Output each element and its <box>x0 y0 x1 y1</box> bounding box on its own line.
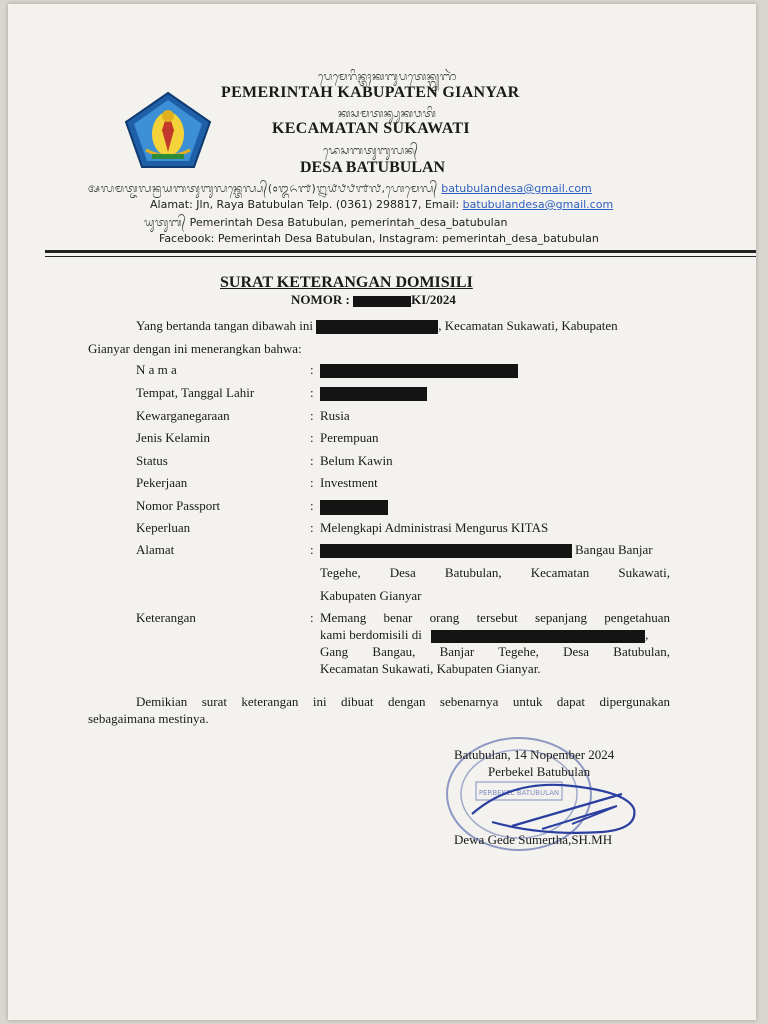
field-label: Kewarganegaraan <box>136 408 230 423</box>
redacted-birth <box>320 387 427 401</box>
field-colon: : <box>310 385 314 400</box>
field-colon: : <box>310 610 314 625</box>
field-label: Jenis Kelamin <box>136 430 211 445</box>
field-value: Investment <box>320 475 378 490</box>
gianyar-regency-logo <box>122 90 214 170</box>
field-label: N a m a <box>136 362 177 377</box>
stamp-text: PERBEKEL BATUBULAN <box>478 789 560 797</box>
alamat-tail: Bangau Banjar <box>575 542 653 557</box>
facebook-instagram-line: Facebook: Pemerintah Desa Batubulan, Instagram: pemerintah_desa_batubulan <box>159 232 599 245</box>
field-colon: : <box>310 475 314 490</box>
sign-place-date: Batubulan, 14 Nopember 2024 <box>454 747 615 762</box>
letter-number <box>291 292 456 308</box>
field-colon: : <box>310 453 314 468</box>
redacted-signer <box>316 320 438 334</box>
field-colon: : <box>310 430 314 445</box>
field-value: Rusia <box>320 408 350 423</box>
number-label: NOMOR : <box>291 292 350 307</box>
keterangan-line-4: Kecamatan Sukawati, Kabupaten Gianyar. <box>320 661 541 676</box>
redacted-domicile <box>431 630 645 643</box>
keterangan-line-2 <box>320 627 648 643</box>
intro-text-b: , Kecamatan Sukawati, Kabupaten <box>438 318 618 333</box>
field-value: Perempuan <box>320 430 379 445</box>
field-label: Alamat <box>136 542 175 557</box>
keterangan-line-1: Memang benar orang tersebut sepanjang pengetahuan <box>320 610 670 625</box>
balinese-script-village: ᬤᬾᬲᬩᬢᬸᬩᬸᬮᬦ᭄ <box>323 144 419 157</box>
address-line <box>150 198 613 211</box>
field-label: Nomor Passport <box>136 498 221 513</box>
intro-line-2: Gianyar dengan ini menerangkan bahwa: <box>88 341 302 356</box>
field-label: Keterangan <box>136 610 196 625</box>
field-value: Belum Kawin <box>320 453 393 468</box>
alamat-line-3: Kabupaten Gianyar <box>320 588 422 603</box>
sign-position: Perbekel Batubulan <box>488 764 591 779</box>
balinese-script-title: ᬧᬾᬫᬾᬭᬶᬦ᭄ᬢᬄᬓᬩᬸᬧᬢᬾᬦ᭄ᬕ᭄ᬬᬜᬃ <box>318 70 457 83</box>
number-suffix: KI/2024 <box>411 292 456 307</box>
balinese-address-line <box>88 180 592 200</box>
field-colon: : <box>310 542 314 557</box>
address-text: Alamat: Jln, Raya Batubulan Telp. (0361) 298817, Email: <box>150 198 463 211</box>
village-title: DESA BATUBULAN <box>300 159 446 176</box>
email-link-top[interactable]: batubulandesa@gmail.com <box>441 182 592 195</box>
ket-text-a: kami berdomisili di <box>320 627 422 642</box>
balinese-script-district: ᬓᬲᬫᬢᬦ᭄ᬲᬸᬓᬯᬢᬶ <box>338 107 437 120</box>
balinese-address: ᬅᬮᬫᬢ᭄ᬚᬮᬦ᭄ᬭᬬᬩᬢᬸᬩᬸᬮᬦ᭄ᬢᬾᬮ᭄ᬧ᭄(᭐᭓᭖᭑)᭒᭙᭘᭘᭑᭗,ᬳᬾᬫᬾᬮ᭄ <box>88 182 438 195</box>
field-label: Pekerjaan <box>136 475 188 490</box>
sign-name: Dewa Gede Sumertha,SH.MH <box>454 832 613 847</box>
social-text-a: Pemerintah Desa Batubulan, <box>189 216 351 229</box>
closing-line-2: sebagaimana mestinya. <box>88 711 209 726</box>
government-title: PEMERINTAH KABUPATEN GIANYAR <box>221 84 520 101</box>
district-title: KECAMATAN SUKAWATI <box>272 120 470 137</box>
field-value: Melengkapi Administrasi Mengurus KITAS <box>320 520 549 535</box>
header-divider-thin <box>45 256 756 257</box>
field-colon: : <box>310 362 314 377</box>
redacted-address <box>320 544 572 558</box>
letter-title: SURAT KETERANGAN DOMISILI <box>220 274 473 291</box>
intro-text-a: Yang bertanda tangan dibawah ini <box>136 318 314 333</box>
social-line <box>144 214 507 234</box>
header-divider-thick <box>45 250 756 253</box>
redacted-passport <box>320 500 388 515</box>
social-text-b: pemerintah_desa_batubulan <box>350 216 508 229</box>
field-colon: : <box>310 498 314 513</box>
redacted-number <box>353 296 411 307</box>
field-colon: : <box>310 408 314 423</box>
closing-line-1: Demikian surat keterangan ini dibuat dengan sebenarnya untuk dapat dipergunakan <box>136 694 670 709</box>
ket-text-b: , <box>645 627 649 642</box>
balinese-youtube: ᬬᬸᬢᬸᬩ᭄ <box>144 216 187 229</box>
intro-line <box>136 318 618 334</box>
email-link[interactable]: batubulandesa@gmail.com <box>462 198 614 211</box>
redacted-name <box>320 364 518 378</box>
field-label: Tempat, Tanggal Lahir <box>136 385 255 400</box>
keterangan-line-3: Gang Bangau, Banjar Tegehe, Desa Batubulan, <box>320 644 670 659</box>
field-label: Status <box>136 453 168 468</box>
document-page <box>8 4 756 1020</box>
field-colon: : <box>310 520 314 535</box>
alamat-line-2: Tegehe, Desa Batubulan, Kecamatan Sukawati, <box>320 565 670 580</box>
field-label: Keperluan <box>136 520 191 535</box>
